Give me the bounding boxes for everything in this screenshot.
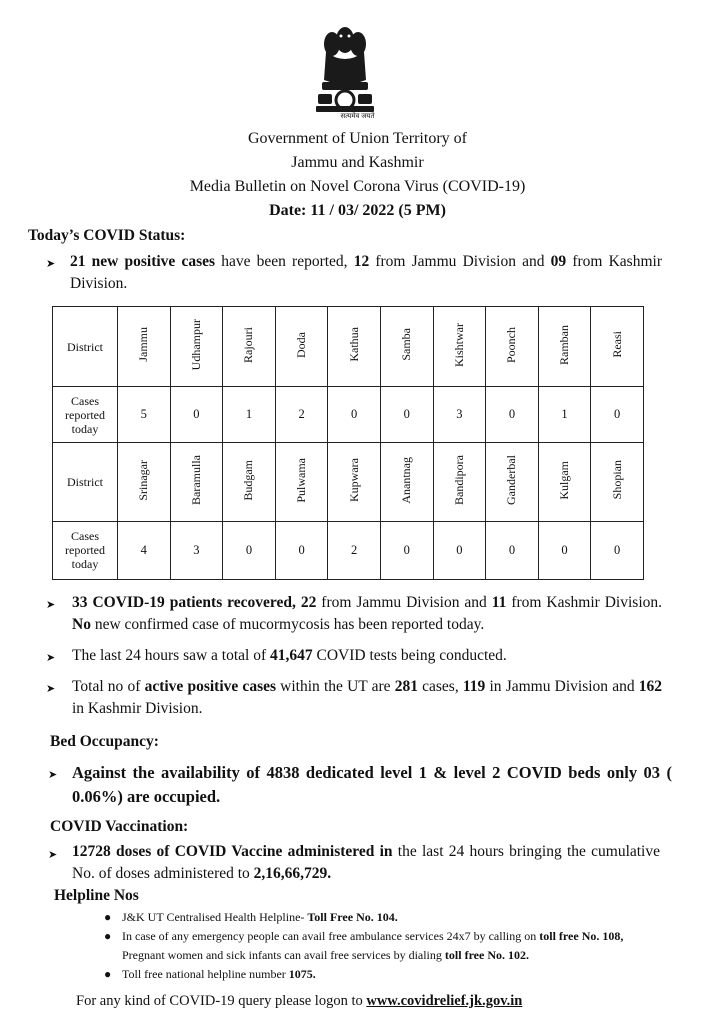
district-name: Samba — [399, 328, 414, 361]
bulletin-date: Date: 11 / 03/ 2022 (5 PM) — [269, 202, 446, 219]
district-cell — [486, 307, 539, 387]
footer-text: For any kind of COVID-19 query please logon to www.covidrelief.jk.gov.in — [76, 993, 523, 1009]
district-cell — [170, 307, 223, 387]
cases-cell: 2 — [328, 521, 381, 579]
cases-label: Cases reported today — [53, 521, 118, 579]
list-item: ● Toll free national helpline number 1075. — [104, 965, 664, 984]
bed-occupancy-paragraph: Against the availability of 4838 dedicated level 1 & level 2 COVID beds only 03 ( 0.06%) are occupied. — [72, 763, 672, 806]
active-cases-paragraph: Total no of active positive cases within the UT are 281 cases, 119 in Jammu Division and 162 in Kashmir Division. — [72, 678, 663, 717]
cases-cell: 0 — [433, 521, 486, 579]
header-line-3: Media Bulletin on Novel Corona Virus (COVID-19) — [189, 178, 526, 195]
district-name: Anantnag — [399, 456, 414, 504]
vaccination-paragraph: 12728 doses of COVID Vaccine administered in the last 24 hours bringing the cumulative No. of doses administered to 2,16,66,729. — [72, 843, 660, 882]
recovered-paragraph: 33 COVID-19 patients recovered, 22 from Jammu Division and 11 from Kashmir Division. No new confirmed case of mucormycosis has been reported today. — [72, 594, 662, 633]
bullet-dot-icon: ● — [104, 967, 112, 981]
district-label: District — [53, 307, 118, 387]
header-line-2: Jammu and Kashmir — [291, 154, 424, 171]
header-line-1: Government of Union Territory of — [248, 130, 467, 147]
district-name: Ganderbal — [504, 455, 519, 506]
cases-label: Cases reported today — [53, 387, 118, 443]
district-label: District — [53, 443, 118, 521]
helpline-list — [104, 908, 664, 984]
district-cell — [538, 443, 591, 521]
district-name: Doda — [294, 331, 309, 358]
cases-cell: 0 — [328, 387, 381, 443]
cases-cell: 0 — [591, 387, 644, 443]
district-cell — [433, 443, 486, 521]
cases-cell: 3 — [433, 387, 486, 443]
cases-cell: 0 — [380, 521, 433, 579]
cases-cell: 0 — [591, 521, 644, 579]
district-name: Jammu — [136, 327, 151, 362]
district-cell — [328, 443, 381, 521]
cases-cell: 1 — [223, 387, 276, 443]
cases-cell: 0 — [223, 521, 276, 579]
arrow-bullet-icon: ➤ — [46, 683, 56, 695]
arrow-bullet-icon: ➤ — [48, 769, 58, 781]
cases-cell: 0 — [275, 521, 328, 579]
district-name: Shopian — [609, 460, 624, 500]
district-cell — [538, 307, 591, 387]
district-cell — [380, 307, 433, 387]
district-cell — [433, 307, 486, 387]
district-name: Kupwara — [346, 458, 361, 503]
cases-cell: 2 — [275, 387, 328, 443]
arrow-bullet-icon: ➤ — [46, 258, 56, 270]
table-row — [53, 521, 644, 579]
district-cell — [380, 443, 433, 521]
cases-cell: 0 — [486, 521, 539, 579]
district-cell — [223, 443, 276, 521]
district-name: Bandipora — [451, 455, 466, 506]
district-name: Poonch — [504, 326, 519, 363]
table-row — [53, 443, 644, 521]
list-item: ● In case of any emergency people can avail free ambulance services 24x7 by calling on toll free No. 108, Pregnant women and sick infants can avail free services by dialing toll free No. 102. — [104, 929, 624, 962]
district-name: Ramban — [557, 324, 572, 365]
bullet-dot-icon: ● — [104, 910, 112, 924]
district-cell — [591, 307, 644, 387]
district-cases-table — [52, 306, 644, 580]
district-cell — [486, 443, 539, 521]
district-name: Pulwama — [294, 457, 309, 503]
cases-cell: 1 — [538, 387, 591, 443]
cases-cell: 0 — [380, 387, 433, 443]
tests-paragraph: The last 24 hours saw a total of 41,647 COVID tests being conducted. — [72, 647, 507, 664]
cases-cell: 3 — [170, 521, 223, 579]
helpline-heading: Helpline Nos — [54, 887, 139, 904]
district-cell — [591, 443, 644, 521]
district-cell — [118, 307, 171, 387]
district-name: Budgam — [241, 459, 256, 501]
district-name: Kulgam — [557, 460, 572, 500]
district-name: Reasi — [609, 331, 624, 358]
arrow-bullet-icon: ➤ — [46, 652, 56, 664]
district-name: Rajouri — [241, 326, 256, 363]
district-cell — [275, 307, 328, 387]
covid-relief-link[interactable]: www.covidrelief.jk.gov.in — [366, 993, 523, 1009]
new-cases-paragraph: 21 new positive cases have been reported, 12 from Jammu Division and 09 from Kashmir Division. — [70, 253, 662, 292]
table-row — [53, 307, 644, 387]
cases-cell: 5 — [118, 387, 171, 443]
emblem-caption: सत्यमेव जयते — [340, 112, 375, 120]
bed-occupancy-heading: Bed Occupancy: — [50, 733, 159, 750]
cases-cell: 0 — [486, 387, 539, 443]
arrow-bullet-icon: ➤ — [46, 599, 56, 611]
list-item: ● J&K UT Centralised Health Helpline- Toll Free No. 104. — [104, 908, 664, 927]
vaccination-heading: COVID Vaccination: — [50, 818, 189, 835]
state-emblem-icon — [308, 22, 382, 124]
district-cell — [118, 443, 171, 521]
district-name: Kathua — [346, 327, 361, 362]
cases-cell: 0 — [170, 387, 223, 443]
table-row — [53, 387, 644, 443]
district-name: Udhampur — [188, 318, 203, 371]
district-name: Baramulla — [188, 455, 203, 506]
cases-cell: 0 — [538, 521, 591, 579]
district-cell — [328, 307, 381, 387]
bullet-dot-icon: ● — [104, 929, 112, 943]
district-name: Kishtwar — [451, 322, 466, 367]
district-cell — [275, 443, 328, 521]
cases-cell: 4 — [118, 521, 171, 579]
today-status-heading: Today’s COVID Status: — [28, 227, 186, 244]
district-cell — [223, 307, 276, 387]
district-cell — [170, 443, 223, 521]
arrow-bullet-icon: ➤ — [48, 849, 58, 861]
district-name: Srinagar — [136, 459, 151, 501]
